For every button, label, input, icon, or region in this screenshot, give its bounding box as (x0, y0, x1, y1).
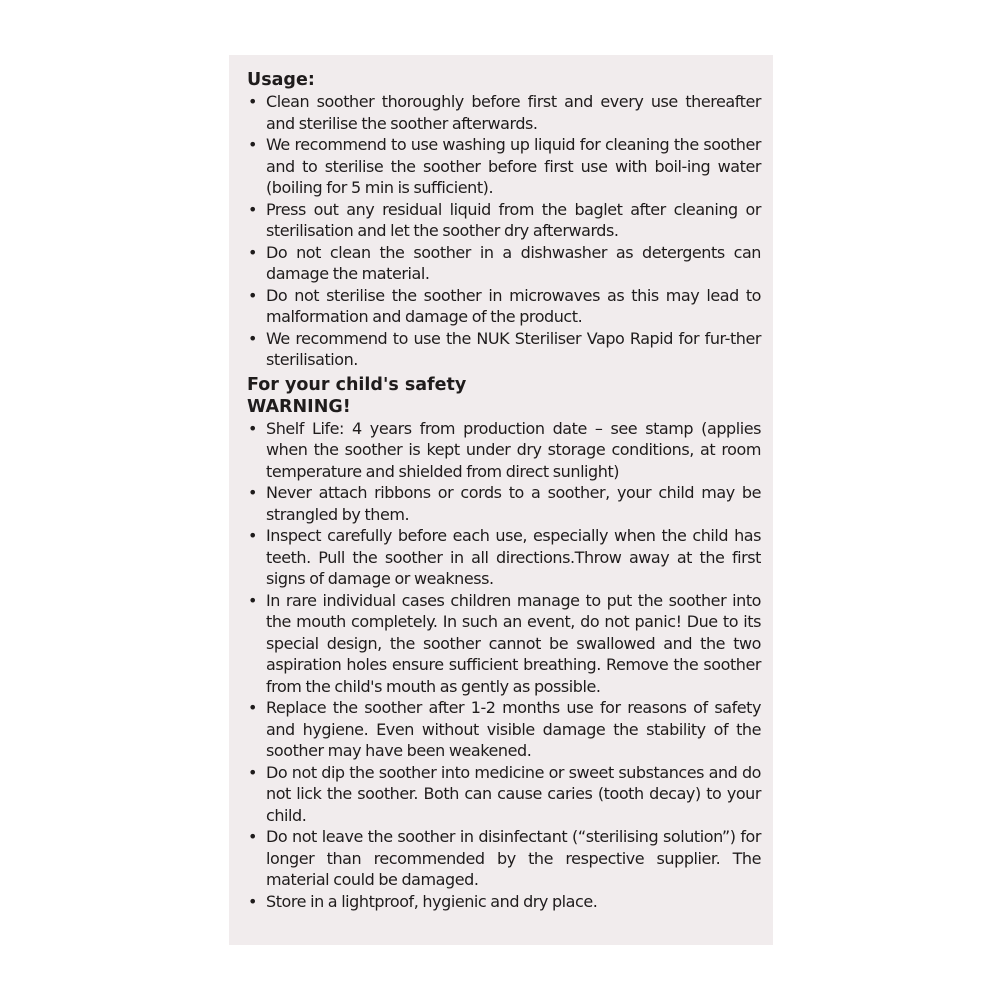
bullet-icon: • (248, 827, 257, 846)
list-item (247, 590, 761, 698)
usage-heading: Usage: (247, 70, 315, 90)
list-item-text: Inspect carefully before each use, especially when the child has teeth. Pull the soother in all directions.Throw away at the first signs of damage or weakness. (266, 526, 761, 588)
bullet-icon: • (248, 590, 257, 610)
list-item-text: Do not clean the soother in a dishwasher as detergents can damage the material. (266, 242, 761, 283)
bullet-icon: • (248, 483, 257, 502)
list-item (247, 91, 761, 134)
list-item-text: Shelf Life: 4 years from production date – see stamp (applies when the soother is kept under dry storage conditions, at room temperature and shielded from direct sunlight) (266, 418, 761, 481)
list-item (247, 242, 761, 285)
bullet-icon: • (248, 891, 257, 911)
list-item-text: In rare individual cases children manage to put the soother into the mouth completely. In such an event, do not panic! Due to its special design, the soother cannot be swallowed and the two aspiration holes ensure sufficient breathing. Remove the soother from the child's mouth as gently as possible. (266, 590, 761, 696)
list-item-text: Clean soother thoroughly before first and every use thereafter and sterilise the soother afterwards. (266, 92, 761, 133)
list-item (247, 891, 761, 913)
list-item (247, 199, 761, 242)
warning-heading: WARNING! (247, 396, 351, 417)
bullet-icon: • (248, 526, 257, 545)
bullet-icon: • (248, 418, 257, 438)
list-item (247, 762, 761, 827)
list-item (247, 328, 761, 371)
instruction-leaflet (229, 55, 773, 945)
list-item (247, 418, 761, 483)
bullet-icon: • (248, 242, 257, 262)
list-item (247, 134, 761, 199)
list-item-text: We recommend to use the NUK Steriliser Vapo Rapid for fur-ther sterilisation. (266, 328, 761, 369)
list-item (247, 285, 761, 328)
list-item (247, 826, 761, 891)
bullet-icon: • (248, 762, 257, 782)
list-item-text: Never attach ribbons or cords to a soother, your child may be strangled by them. (266, 483, 761, 524)
list-item-text: Store in a lightproof, hygienic and dry place. (266, 891, 598, 911)
safety-heading: For your child's safety (247, 374, 467, 395)
list-item-text: Do not dip the soother into medicine or sweet substances and do not lick the soother. Both can cause caries (tooth decay) to your child. (266, 762, 761, 825)
bullet-icon: • (248, 285, 257, 305)
list-item-text: Do not leave the soother in disinfectant (“sterilising solution”) for longer than recommended by the respective supplier. The material could be damaged. (266, 827, 761, 889)
usage-list (247, 91, 761, 371)
list-item-text: We recommend to use washing up liquid for cleaning the soother and to sterilise the soother before first use with boil-ing water (boiling for 5 min is sufficient). (266, 135, 761, 197)
safety-list (247, 418, 761, 913)
list-item (247, 525, 761, 590)
list-item (247, 697, 761, 762)
list-item-text: Do not sterilise the soother in microwaves as this may lead to malformation and damage of the product. (266, 285, 761, 326)
list-item (247, 482, 761, 525)
list-item-text: Replace the soother after 1-2 months use for reasons of safety and hygiene. Even without visible damage the stability of the soother may have been weakened. (266, 698, 761, 760)
bullet-icon: • (248, 135, 257, 154)
bullet-icon: • (248, 698, 257, 717)
bullet-icon: • (248, 328, 257, 348)
bullet-icon: • (248, 92, 257, 111)
list-item-text: Press out any residual liquid from the baglet after cleaning or sterilisation and let the soother dry afterwards. (266, 199, 761, 240)
bullet-icon: • (248, 199, 257, 219)
